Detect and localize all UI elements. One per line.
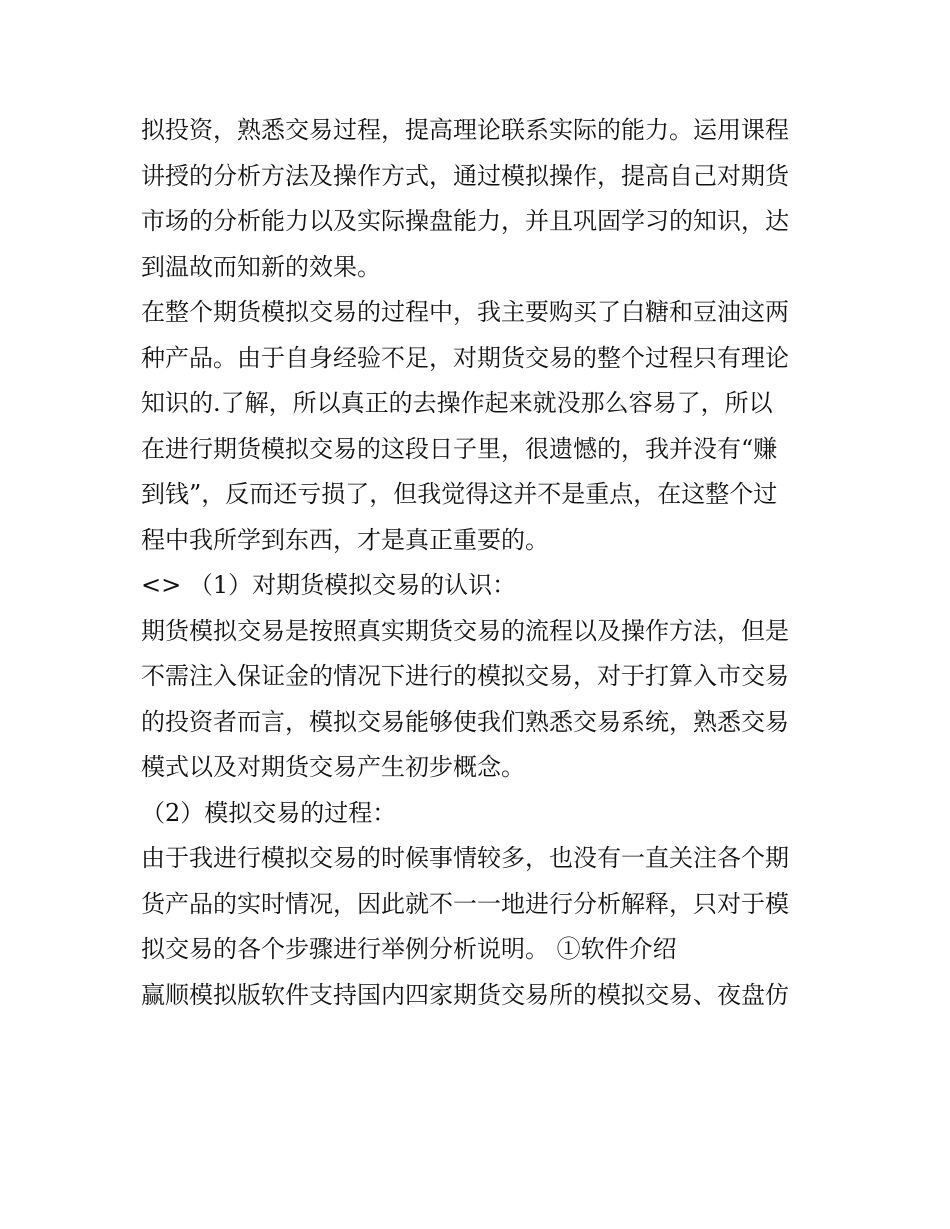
text-line: 货产品的实时情况，因此就不一一地进行分析解释，只对于模 (141, 889, 789, 918)
section-heading: <> （1）对期货模拟交易的认识： (141, 571, 517, 599)
text-line: 拟交易的各个步骤进行举例分析说明。 ①软件介绍 (141, 935, 677, 963)
text-line: 知识的.了解，所以真正的去操作起来就没那么容易了，所以 (141, 389, 773, 417)
document-body (141, 108, 821, 1018)
text-line: 拟投资，熟悉交易过程，提高理论联系实际的能力。运用课程 (141, 116, 789, 144)
text-line: 程中我所学到东西，才是真正重要的。 (141, 525, 549, 554)
text-line: 期货模拟交易是按照真实期货交易的流程以及操作方法，但是 (141, 616, 789, 645)
text-line: 讲授的分析方法及操作方式，通过模拟操作，提高自己对期货 (141, 161, 789, 190)
text-line: 到温故而知新的效果。 (141, 252, 381, 281)
text-line: 到钱”，反而还亏损了，但我觉得这并不是重点，在这整个过 (141, 480, 778, 508)
text-line: 的投资者而言，模拟交易能够使我们熟悉交易系统，熟悉交易 (141, 707, 789, 736)
text-line: 在进行期货模拟交易的这段日子里，很遗憾的，我并没有“赚 (141, 434, 778, 463)
text-line: 模式以及对期货交易产生初步概念。 (141, 753, 525, 781)
text-line: 在整个期货模拟交易的过程中，我主要购买了白糖和豆油这两 (141, 298, 789, 326)
text-line: 种产品。由于自身经验不足，对期货交易的整个过程只有理论 (141, 343, 789, 372)
text-line: 由于我进行模拟交易的时候事情较多，也没有一直关注各个期 (141, 844, 789, 872)
text-line: 赢顺模拟版软件支持国内四家期货交易所的模拟交易、夜盘仿 (141, 980, 789, 1009)
section-heading: （2）模拟交易的过程： (141, 798, 397, 827)
text-line: 不需注入保证金的情况下进行的模拟交易，对于打算入市交易 (141, 662, 789, 690)
text-line: 市场的分析能力以及实际操盘能力，并且巩固学习的知识，达 (141, 207, 789, 235)
